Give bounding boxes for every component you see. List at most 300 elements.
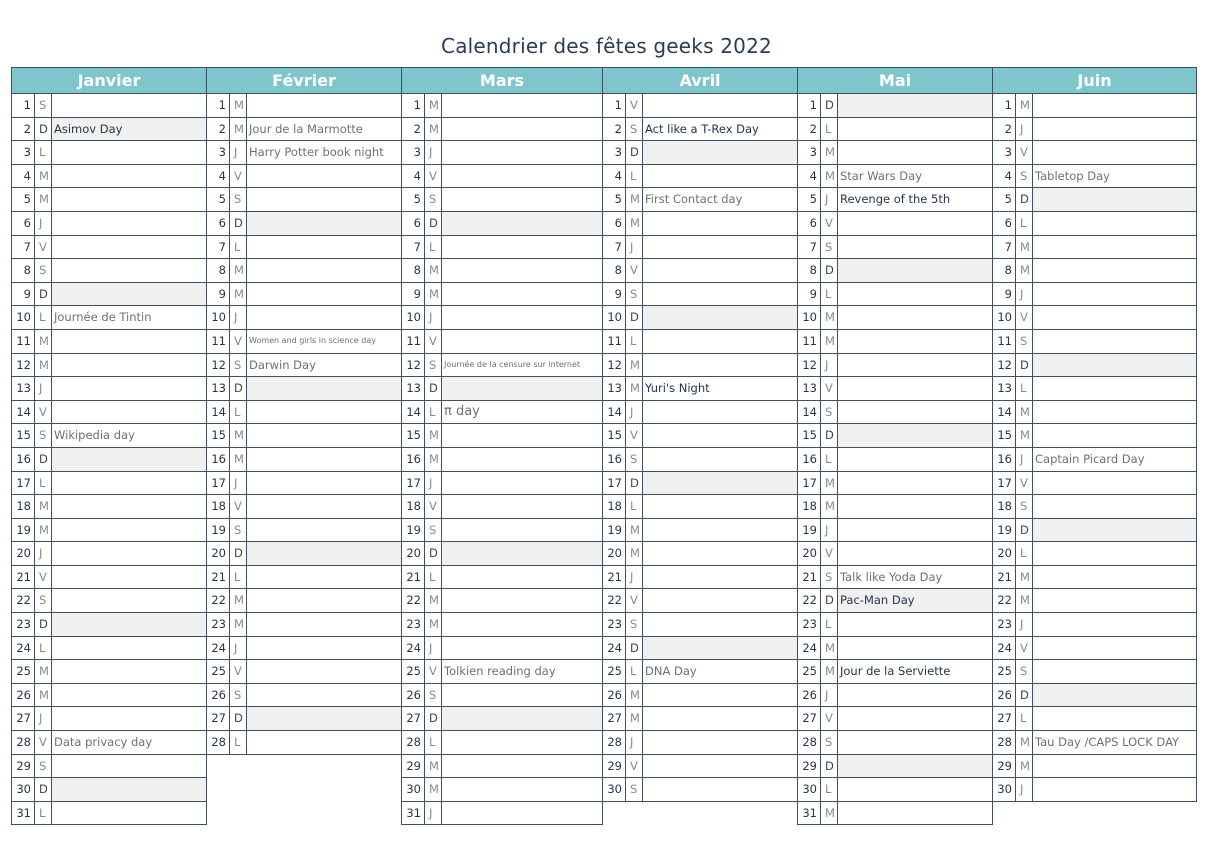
weekday-letter: J xyxy=(626,401,643,424)
day-row xyxy=(401,519,603,543)
day-number: 4 xyxy=(993,165,1016,188)
weekday-letter: V xyxy=(230,495,247,518)
day-number: 21 xyxy=(798,566,821,589)
day-row xyxy=(206,236,402,260)
day-number: 30 xyxy=(993,778,1016,801)
day-row xyxy=(11,660,207,684)
day-number: 23 xyxy=(993,613,1016,636)
day-number: 2 xyxy=(207,118,230,141)
day-number: 3 xyxy=(207,141,230,164)
month-header: Mai xyxy=(797,67,993,94)
weekday-letter: M xyxy=(626,377,643,400)
day-row xyxy=(11,165,207,189)
event-cell xyxy=(838,259,992,282)
event-cell xyxy=(1033,94,1196,117)
weekday-letter: M xyxy=(35,188,52,211)
day-number: 14 xyxy=(402,401,425,424)
day-number: 12 xyxy=(402,354,425,377)
day-row xyxy=(11,755,207,779)
event-cell xyxy=(643,637,797,660)
event-cell xyxy=(247,377,401,400)
day-row xyxy=(206,141,402,165)
event-cell xyxy=(442,448,602,471)
event-cell xyxy=(247,495,401,518)
day-number: 15 xyxy=(12,424,35,447)
weekday-letter: D xyxy=(626,141,643,164)
day-number: 5 xyxy=(207,188,230,211)
day-row xyxy=(992,330,1197,354)
day-number: 6 xyxy=(993,212,1016,235)
event-cell xyxy=(52,377,206,400)
day-row xyxy=(11,401,207,425)
weekday-letter: S xyxy=(35,589,52,612)
weekday-letter: D xyxy=(626,472,643,495)
day-row xyxy=(602,236,798,260)
day-number: 1 xyxy=(993,94,1016,117)
weekday-letter: D xyxy=(821,94,838,117)
day-number: 25 xyxy=(603,660,626,683)
weekday-letter: M xyxy=(230,283,247,306)
weekday-letter: V xyxy=(425,660,442,683)
day-number: 8 xyxy=(993,259,1016,282)
weekday-letter: M xyxy=(821,330,838,353)
day-number: 24 xyxy=(798,637,821,660)
event-cell xyxy=(838,684,992,707)
day-number: 16 xyxy=(207,448,230,471)
day-number: 3 xyxy=(798,141,821,164)
weekday-letter: S xyxy=(626,613,643,636)
day-row xyxy=(602,377,798,401)
day-row xyxy=(11,707,207,731)
event-cell xyxy=(52,259,206,282)
weekday-letter: S xyxy=(1016,330,1033,353)
event-cell xyxy=(838,236,992,259)
event-cell: Jour de la Marmotte xyxy=(249,121,363,136)
weekday-letter: V xyxy=(230,330,247,353)
day-number: 20 xyxy=(603,542,626,565)
day-number: 10 xyxy=(993,306,1016,329)
day-row xyxy=(401,212,603,236)
day-number: 1 xyxy=(207,94,230,117)
month-6 xyxy=(992,67,1197,802)
day-row xyxy=(992,236,1197,260)
day-number: 6 xyxy=(12,212,35,235)
event-cell xyxy=(442,424,602,447)
day-number: 26 xyxy=(402,684,425,707)
day-row xyxy=(401,188,603,212)
day-number: 24 xyxy=(993,637,1016,660)
day-row xyxy=(11,141,207,165)
day-row xyxy=(11,637,207,661)
day-number: 1 xyxy=(12,94,35,117)
day-row xyxy=(206,306,402,330)
day-row xyxy=(602,755,798,779)
weekday-letter: D xyxy=(230,707,247,730)
event-cell xyxy=(1033,401,1196,424)
weekday-letter: L xyxy=(425,566,442,589)
day-row xyxy=(11,306,207,330)
event-cell: Jour de la Serviette xyxy=(840,664,951,679)
day-row xyxy=(992,259,1197,283)
day-row xyxy=(206,613,402,637)
weekday-letter: S xyxy=(425,684,442,707)
day-row xyxy=(401,354,603,378)
day-row xyxy=(401,141,603,165)
day-row xyxy=(797,755,993,779)
day-row xyxy=(11,283,207,307)
month-header: Avril xyxy=(602,67,798,94)
event-cell xyxy=(247,306,401,329)
day-row xyxy=(797,141,993,165)
event-cell xyxy=(838,377,992,400)
day-number: 6 xyxy=(798,212,821,235)
day-row xyxy=(797,401,993,425)
day-row xyxy=(992,589,1197,613)
day-row xyxy=(992,118,1197,142)
event-cell xyxy=(643,542,797,565)
event-cell: First Contact day xyxy=(645,192,743,207)
weekday-letter: L xyxy=(35,306,52,329)
event-cell xyxy=(52,755,206,778)
day-number: 8 xyxy=(603,259,626,282)
weekday-letter: L xyxy=(821,283,838,306)
day-row xyxy=(206,212,402,236)
day-row xyxy=(602,401,798,425)
day-row xyxy=(11,472,207,496)
day-number: 19 xyxy=(993,519,1016,542)
event-cell: Yuri's Night xyxy=(645,381,710,396)
event-cell xyxy=(442,141,602,164)
weekday-letter: M xyxy=(1016,424,1033,447)
day-number: 9 xyxy=(603,283,626,306)
weekday-letter: V xyxy=(230,660,247,683)
weekday-letter: M xyxy=(1016,259,1033,282)
day-number: 11 xyxy=(798,330,821,353)
event-cell xyxy=(1033,707,1196,730)
day-number: 16 xyxy=(798,448,821,471)
weekday-letter: M xyxy=(1016,755,1033,778)
day-row xyxy=(797,283,993,307)
month-4 xyxy=(602,67,798,802)
event-cell xyxy=(838,495,992,518)
day-number: 24 xyxy=(603,637,626,660)
day-number: 19 xyxy=(798,519,821,542)
event-cell xyxy=(52,778,206,801)
weekday-letter: V xyxy=(821,542,838,565)
day-number: 13 xyxy=(603,377,626,400)
weekday-letter: S xyxy=(821,566,838,589)
day-row xyxy=(401,731,603,755)
day-number: 18 xyxy=(603,495,626,518)
event-cell xyxy=(1033,755,1196,778)
weekday-letter: M xyxy=(230,589,247,612)
event-cell xyxy=(52,401,206,424)
day-row xyxy=(797,542,993,566)
day-number: 12 xyxy=(12,354,35,377)
day-number: 10 xyxy=(12,306,35,329)
day-number: 14 xyxy=(798,401,821,424)
weekday-letter: M xyxy=(230,118,247,141)
day-number: 22 xyxy=(12,589,35,612)
event-cell xyxy=(247,731,401,754)
month-5 xyxy=(797,67,993,825)
day-row xyxy=(602,165,798,189)
event-cell xyxy=(247,472,401,495)
day-number: 18 xyxy=(12,495,35,518)
day-number: 25 xyxy=(12,660,35,683)
weekday-letter: S xyxy=(626,448,643,471)
weekday-letter: D xyxy=(1016,519,1033,542)
month-header: Janvier xyxy=(11,67,207,94)
day-row xyxy=(401,707,603,731)
event-cell xyxy=(442,188,602,211)
weekday-letter: L xyxy=(821,448,838,471)
event-cell xyxy=(1033,684,1196,707)
day-number: 25 xyxy=(993,660,1016,683)
weekday-letter: S xyxy=(230,188,247,211)
weekday-letter: D xyxy=(35,118,52,141)
day-number: 4 xyxy=(603,165,626,188)
event-cell xyxy=(52,212,206,235)
day-number: 29 xyxy=(603,755,626,778)
day-row xyxy=(602,94,798,118)
day-number: 7 xyxy=(993,236,1016,259)
day-number: 30 xyxy=(603,778,626,801)
day-number: 11 xyxy=(207,330,230,353)
event-cell xyxy=(52,660,206,683)
weekday-letter: M xyxy=(821,306,838,329)
day-row xyxy=(797,377,993,401)
day-row xyxy=(992,424,1197,448)
day-number: 20 xyxy=(993,542,1016,565)
day-number: 26 xyxy=(798,684,821,707)
day-row xyxy=(602,306,798,330)
event-cell xyxy=(247,259,401,282)
weekday-letter: S xyxy=(425,519,442,542)
weekday-letter: D xyxy=(1016,188,1033,211)
weekday-letter: J xyxy=(425,141,442,164)
event-cell xyxy=(838,401,992,424)
weekday-letter: M xyxy=(821,472,838,495)
day-number: 8 xyxy=(798,259,821,282)
day-row xyxy=(992,401,1197,425)
day-number: 4 xyxy=(207,165,230,188)
event-cell xyxy=(52,589,206,612)
day-number: 29 xyxy=(993,755,1016,778)
event-cell xyxy=(1033,778,1196,801)
day-row xyxy=(401,566,603,590)
weekday-letter: D xyxy=(821,259,838,282)
day-row xyxy=(797,236,993,260)
day-number: 18 xyxy=(207,495,230,518)
event-cell xyxy=(442,236,602,259)
weekday-letter: M xyxy=(821,495,838,518)
event-cell xyxy=(442,566,602,589)
day-row xyxy=(992,684,1197,708)
day-number: 26 xyxy=(993,684,1016,707)
event-cell xyxy=(442,377,602,400)
day-number: 2 xyxy=(603,118,626,141)
day-number: 24 xyxy=(12,637,35,660)
weekday-letter: V xyxy=(626,589,643,612)
day-row xyxy=(797,660,993,684)
event-cell xyxy=(52,94,206,117)
day-number: 2 xyxy=(993,118,1016,141)
day-number: 7 xyxy=(603,236,626,259)
day-row xyxy=(602,613,798,637)
day-row xyxy=(206,707,402,731)
weekday-letter: S xyxy=(821,236,838,259)
day-row xyxy=(797,684,993,708)
event-cell xyxy=(643,141,797,164)
day-row xyxy=(992,354,1197,378)
day-number: 28 xyxy=(207,731,230,754)
weekday-letter: J xyxy=(35,212,52,235)
weekday-letter: D xyxy=(425,212,442,235)
event-cell xyxy=(838,613,992,636)
weekday-letter: L xyxy=(425,401,442,424)
weekday-letter: L xyxy=(35,141,52,164)
day-number: 27 xyxy=(798,707,821,730)
weekday-letter: L xyxy=(626,495,643,518)
event-cell xyxy=(247,448,401,471)
event-cell xyxy=(52,802,206,825)
day-row xyxy=(797,424,993,448)
day-number: 21 xyxy=(12,566,35,589)
weekday-letter: J xyxy=(1016,118,1033,141)
day-row xyxy=(401,94,603,118)
day-number: 28 xyxy=(12,731,35,754)
day-number: 26 xyxy=(207,684,230,707)
event-cell xyxy=(442,637,602,660)
event-cell xyxy=(442,778,602,801)
weekday-letter: D xyxy=(35,613,52,636)
weekday-letter: S xyxy=(1016,165,1033,188)
event-cell: DNA Day xyxy=(645,664,697,679)
day-number: 9 xyxy=(993,283,1016,306)
day-row xyxy=(11,802,207,826)
weekday-letter: D xyxy=(35,448,52,471)
weekday-letter: L xyxy=(1016,212,1033,235)
weekday-letter: M xyxy=(425,589,442,612)
day-row xyxy=(797,212,993,236)
weekday-letter: M xyxy=(35,354,52,377)
day-row xyxy=(401,755,603,779)
event-cell xyxy=(247,188,401,211)
day-number: 13 xyxy=(207,377,230,400)
event-cell xyxy=(1033,236,1196,259)
weekday-letter: M xyxy=(626,519,643,542)
day-number: 29 xyxy=(12,755,35,778)
day-row xyxy=(206,330,402,354)
day-row xyxy=(401,165,603,189)
day-row xyxy=(992,731,1197,755)
day-number: 14 xyxy=(993,401,1016,424)
event-cell xyxy=(442,731,602,754)
day-row xyxy=(797,354,993,378)
day-number: 15 xyxy=(603,424,626,447)
day-number: 27 xyxy=(603,707,626,730)
day-number: 27 xyxy=(12,707,35,730)
day-row xyxy=(401,660,603,684)
day-row xyxy=(206,495,402,519)
event-cell xyxy=(643,519,797,542)
day-number: 19 xyxy=(12,519,35,542)
day-row xyxy=(797,519,993,543)
day-row xyxy=(992,377,1197,401)
event-cell xyxy=(643,755,797,778)
day-row xyxy=(992,613,1197,637)
day-number: 10 xyxy=(798,306,821,329)
day-number: 18 xyxy=(402,495,425,518)
day-number: 5 xyxy=(993,188,1016,211)
day-row xyxy=(206,731,402,755)
event-cell xyxy=(442,684,602,707)
day-number: 22 xyxy=(402,589,425,612)
day-row xyxy=(401,118,603,142)
weekday-letter: D xyxy=(230,212,247,235)
day-number: 1 xyxy=(603,94,626,117)
event-cell xyxy=(838,118,992,141)
day-number: 14 xyxy=(12,401,35,424)
day-number: 14 xyxy=(603,401,626,424)
event-cell xyxy=(247,401,401,424)
weekday-letter: V xyxy=(425,330,442,353)
day-row xyxy=(206,118,402,142)
day-number: 1 xyxy=(798,94,821,117)
day-row xyxy=(401,259,603,283)
event-cell: Wikipedia day xyxy=(54,428,135,443)
weekday-letter: V xyxy=(1016,141,1033,164)
event-cell xyxy=(838,330,992,353)
day-number: 4 xyxy=(798,165,821,188)
day-number: 29 xyxy=(402,755,425,778)
event-cell xyxy=(247,684,401,707)
day-number: 23 xyxy=(402,613,425,636)
day-number: 18 xyxy=(798,495,821,518)
day-row xyxy=(11,448,207,472)
weekday-letter: S xyxy=(1016,660,1033,683)
month-header: Mars xyxy=(401,67,603,94)
day-row xyxy=(797,566,993,590)
weekday-letter: D xyxy=(821,755,838,778)
weekday-letter: S xyxy=(1016,495,1033,518)
day-number: 13 xyxy=(798,377,821,400)
day-number: 17 xyxy=(993,472,1016,495)
day-number: 17 xyxy=(12,472,35,495)
day-number: 16 xyxy=(993,448,1016,471)
day-number: 16 xyxy=(603,448,626,471)
weekday-letter: M xyxy=(1016,589,1033,612)
event-cell: Data privacy day xyxy=(54,735,153,750)
day-number: 22 xyxy=(207,589,230,612)
day-row xyxy=(401,637,603,661)
weekday-letter: L xyxy=(1016,377,1033,400)
day-row xyxy=(992,660,1197,684)
weekday-letter: L xyxy=(425,236,442,259)
event-cell xyxy=(838,542,992,565)
weekday-letter: M xyxy=(821,637,838,660)
day-number: 8 xyxy=(402,259,425,282)
day-row xyxy=(602,448,798,472)
day-number: 30 xyxy=(12,778,35,801)
event-cell xyxy=(247,236,401,259)
weekday-letter: S xyxy=(626,778,643,801)
event-cell xyxy=(442,802,602,825)
day-number: 15 xyxy=(402,424,425,447)
event-cell xyxy=(1033,566,1196,589)
weekday-letter: S xyxy=(35,259,52,282)
